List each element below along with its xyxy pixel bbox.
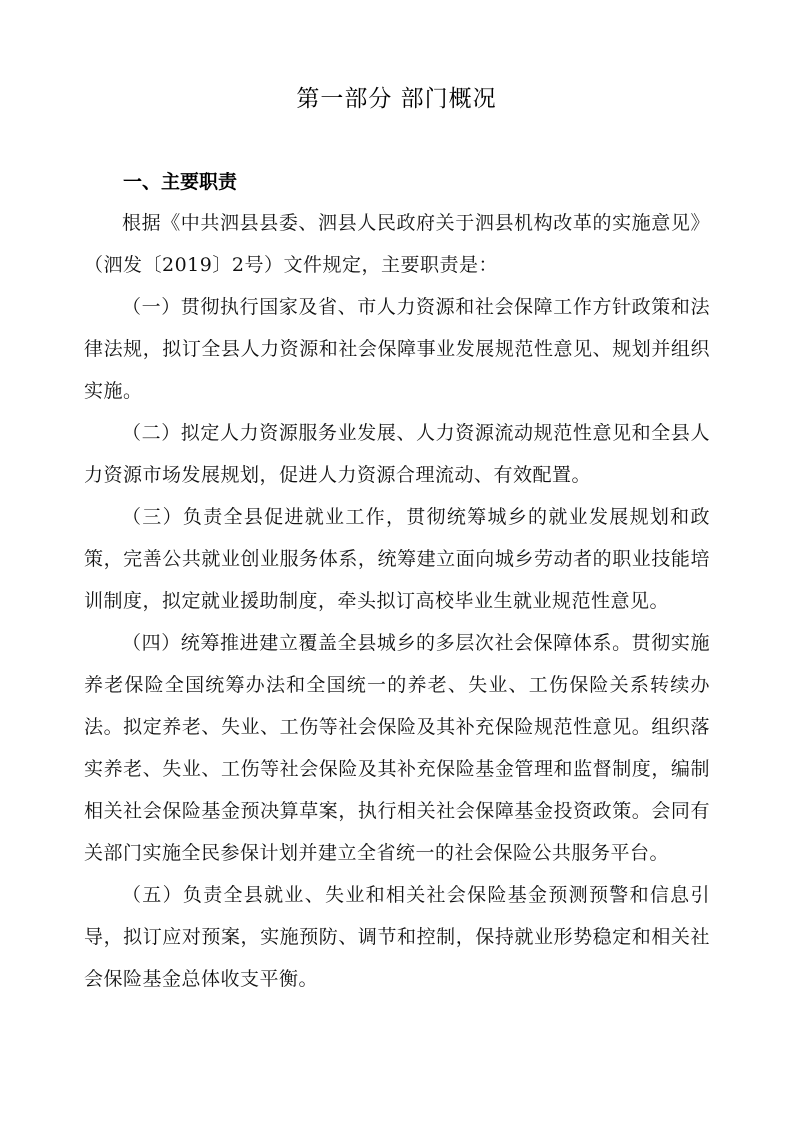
paragraph-duty-4: （四）统筹推进建立覆盖全县城乡的多层次社会保障体系。贯彻实施养老保险全国统筹办法和全国统一的养老、失业、工伤保险关系转续办法。拟定养老、失业、工伤等社会保险及其补充保险规范性意见。组织落实养老、失业、工伤等社会保险及其补充保险基金管理和监督制度，编制相关社会保险基金预决算草案，执行相关社会保障基金投资政策。会同有关部门实施全民参保计划并建立全省统一的社会保险公共服务平台。 <box>84 632 710 864</box>
section-heading: 一、主要职责 <box>123 171 238 193</box>
paragraph-duty-3: （三）负责全县促进就业工作，贯彻统筹城乡的就业发展规划和政策，完善公共就业创业服务体系，统筹建立面向城乡劳动者的职业技能培训制度，拟定就业援助制度，牵头拟订高校毕业生就业规范性意见。 <box>84 506 710 612</box>
paragraph-duty-5: （五）负责全县就业、失业和相关社会保险基金预测预警和信息引导，拟订应对预案，实施预防、调节和控制，保持就业形势稳定和相关社会保险基金总体收支平衡。 <box>84 884 710 990</box>
page-title: 第一部分 部门概况 <box>296 86 497 112</box>
document-body <box>84 202 710 1000</box>
paragraph-intro: 根据《中共泗县县委、泗县人民政府关于泗县机构改革的实施意见》（泗发〔2019〕2号）文件规定，主要职责是： <box>84 212 710 276</box>
paragraph-duty-2: （二）拟定人力资源服务业发展、人力资源流动规范性意见和全县人力资源市场发展规划，促进人力资源合理流动、有效配置。 <box>84 422 710 486</box>
paragraph-duty-1: （一）贯彻执行国家及省、市人力资源和社会保障工作方针政策和法律法规，拟订全县人力资源和社会保障事业发展规范性意见、规划并组织实施。 <box>84 296 710 402</box>
